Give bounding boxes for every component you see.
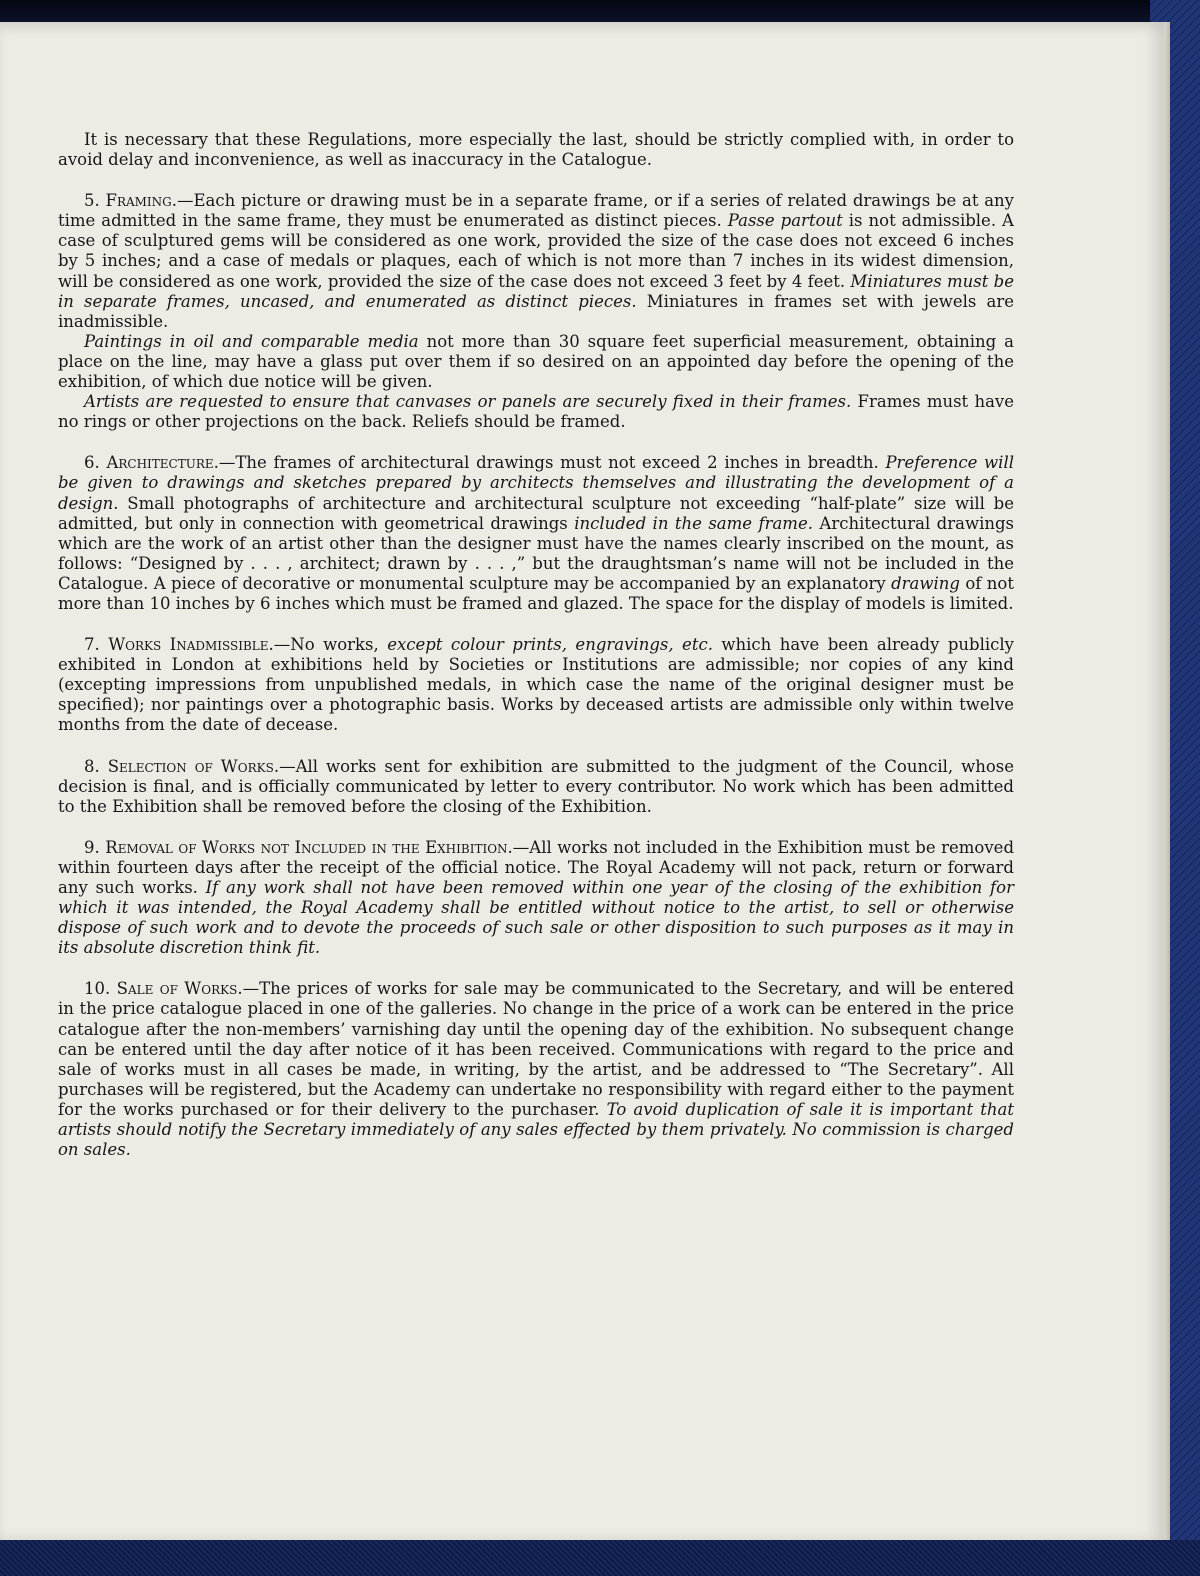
section-number: 10. [84, 979, 111, 999]
section-5-paragraph-3: Artists are requested to ensure that canvases or panels are securely fixed in their frames. Frames must have no rings or other projections on the back. Reliefs should be framed. [58, 392, 1014, 432]
section-number: 8. [84, 756, 100, 776]
section-number: 9. [84, 837, 100, 857]
section-5-paragraph-1: 5. Framing.—Each picture or drawing must be in a separate frame, or if a series of related drawings be at any time admitted in the same frame, they must be enumerated as distinct pieces. Passe partout is not admissible. A case of sculptured gems will be considered as one work, provided the size of the case does not exceed 6 inches by 5 inches; and a case of medals or plaques, each of which is not more than 7 inches in its widest dimension, will be considered as one work, provided the size of the case does not exceed 3 feet by 4 feet. Miniatures must be in separate frames, uncased, and enumerated as distinct pieces. Miniatures in frames set with jewels are inadmissible. [58, 191, 1014, 331]
book-cover-bottom-edge [0, 1540, 1200, 1576]
section-heading: Selection of Works [107, 756, 274, 776]
section-number: 6. [84, 453, 100, 473]
section-heading: Removal of Works not Included in the Exhibition [105, 837, 508, 857]
section-number: 7. [84, 635, 100, 655]
section-5-framing [58, 191, 1014, 432]
section-9-removal-of-works: 9. Removal of Works not Included in the Exhibition.—All works not included in the Exhibition must be removed within fourteen days after the receipt of the official notice. The Royal Academy will not pack, return or forward any such works. If any work shall not have been removed within one year of the closing of the exhibition for which it was intended, the Royal Academy shall be entitled without notice to the artist, to sell or otherwise dispose of such work and to devote the proceeds of such sale or other disposition to such purposes as it may in its absolute discretion think fit. [58, 837, 1015, 958]
page-edge [1164, 22, 1170, 1540]
section-heading: Works Inadmissible [108, 635, 269, 655]
section-heading: Framing [105, 191, 172, 211]
section-6-architecture: 6. Architecture.—The frames of architectural drawings must not exceed 2 inches in breadth. Preference will be given to drawings and sketches prepared by architects themselves and illustrating the development of a design. Small photographs of architecture and architectural sculpture not exceeding “half-plate” size will be admitted, but only in connection with geometrical drawings included in the same frame. Architectural drawings which are the work of an artist other than the designer must have the names clearly inscribed on the mount, as follows: “Designed by . . . , architect; drawn by . . . ,” but the draughtsman’s name will not be included in the Catalogue. A piece of decorative or monumental sculpture may be accompanied by an explanatory drawing of not more than 10 inches by 6 inches which must be framed and glazed. The space for the display of models is limited. [58, 453, 1015, 613]
section-7-works-inadmissible: 7. Works Inadmissible.—No works, except colour prints, engravings, etc. which have been already publicly exhibited in London at exhibitions held by Societies or Institutions are admissible; nor copies of any kind (excepting impressions from unpublished medals, in which case the name of the original designer must be specified); nor paintings over a photographic basis. Works by deceased artists are admissible only within twelve months from the date of decease. [58, 635, 1014, 735]
intro-paragraph [58, 130, 1014, 170]
section-5-paragraph-2: Paintings in oil and comparable media not more than 30 square feet superficial measurement, obtaining a place on the line, may have a glass put over them if so desired on an appointed day before the opening of the exhibition, of which due notice will be given. [58, 331, 1014, 392]
intro-text: It is necessary that these Regulations, more especially the last, should be strictly complied with, in order to avoid delay and inconvenience, as well as inaccuracy in the Catalogue. [58, 130, 1014, 170]
page-text [58, 130, 1014, 1181]
section-heading: Architecture [106, 453, 214, 473]
section-10-sale-of-works: 10. Sale of Works.—The prices of works for sale may be communicated to the Secretary, and will be entered in the price catalogue placed in one of the galleries. No change in the price of a work can be entered in the price catalogue after the non-members’ varnishing day until the opening day of the exhibition. No subsequent change can be entered until the day after notice of it has been received. Communications with regard to the price and sale of works must in all cases be made, in writing, by the artist, and be addressed to “The Secretary”. All purchases will be registered, but the Academy can undertake no responsibility with regard either to the payment for the works purchased or for their delivery to the purchaser. To avoid duplication of sale it is important that artists should notify the Secretary immediately of any sales effected by them privately. No commission is charged on sales. [58, 979, 1015, 1160]
section-heading: Sale of Works [116, 979, 238, 999]
section-8-selection-of-works: 8. Selection of Works.—All works sent for exhibition are submitted to the judgment of the Council, whose decision is final, and is officially communicated by letter to every contributor. No work which has been admitted to the Exhibition shall be removed before the closing of the Exhibition. [58, 756, 1015, 816]
section-number: 5. [84, 191, 100, 211]
